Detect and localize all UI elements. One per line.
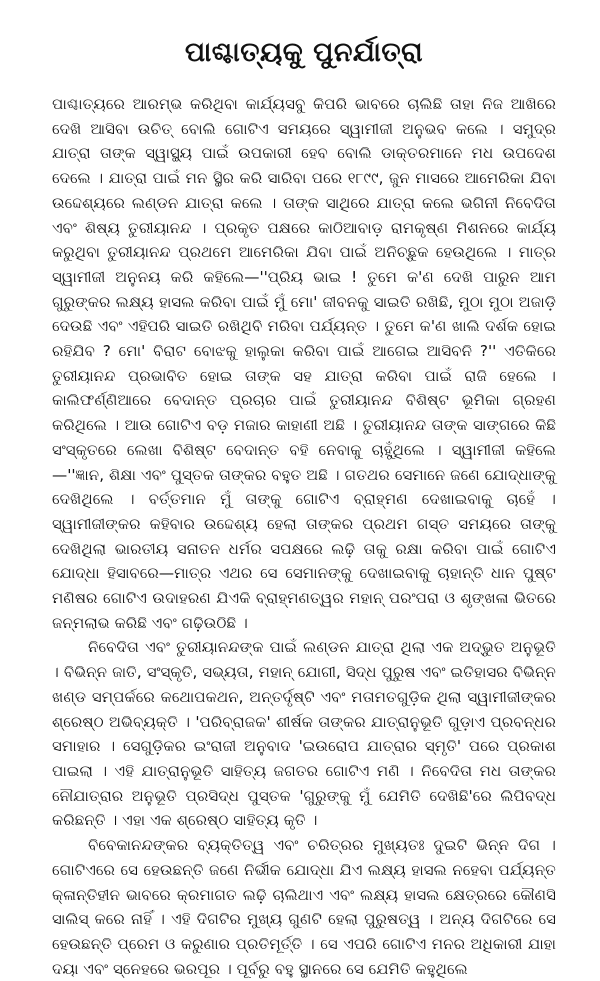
paragraph-2: ନିବେଦିତା ଏବଂ ତୁରୀୟାନନ୍ଦଙ୍କ ପାଇଁ ଲଣ୍ଡନ ଯାତ୍ରା ଥିଲା ଏକ ଅଦ୍ଭୁତ ଅନୁଭୂତି । ବିଭିନ୍ନ ଜାତି, ସଂସ୍କୃତି, ସଭ୍ୟତା, ମହାନ୍ ଯୋଗୀ, ସିଦ୍ଧ ପୁରୁଷ ଏବଂ ଇତିହାସର ବିଭିନ୍ନ ଖଣ୍ଡ ସମ୍ପର୍କରେ କଥୋପକଥନ, ଅନ୍ତର୍ଦୃଷ୍ଟି ଏବଂ ମତାମତଗୁଡ଼ିକ ଥିଲା ସ୍ୱାମୀଜୀଙ୍କର ଶ୍ରେଷ୍ଠ ଅଭିବ୍ୟକ୍ତି । 'ପରିବ୍ରାଜକ' ଶୀର୍ଷକ ତାଙ୍କର ଯାତ୍ରାନୁଭୂତି ଗୁଡ଼ାଏ ପ୍ରବନ୍ଧର ସମାହାର । ସେଗୁଡ଼ିକର ଇଂରାଜୀ ଅନୁବାଦ 'ଇଉରୋପ ଯାତ୍ରାର ସ୍ମୃତି' ପରେ ପ୍ରକାଶ ପାଇଲା । ଏହି ଯାତ୍ରାନୁଭୂତି ସାହିତ୍ୟ ଜଗତର ଗୋଟିଏ ମଣି । ନିବେଦିତା ମଧ ତାଙ୍କର ନୌଯାତ୍ରାର ଅନୁଭୂତି ପ୍ରସିଦ୍ଧ ପୁସ୍ତକ 'ଗୁରୁଙ୍କୁ ମୁଁ ଯେମିତି ଦେଖିଛି'ରେ ଲିପିବଦ୍ଧ କରିଛନ୍ତି । ଏହା ଏକ ଶ୍ରେଷ୍ଠ ସାହିତ୍ୟ କୃତି ।	[52, 638, 556, 830]
paragraph-1: ପାଶ୍ଚାତ୍ୟରେ ଆରମ୍ଭ କରିଥିବା କାର୍ଯ୍ୟସବୁ କିପରି ଭାବରେ ଚାଲିଛି ତାହା ନିଜ ଆଖିରେ ଦେଖି ଆସିବା ଉଚିତ୍ ବୋଲି ଗୋଟିଏ ସମୟରେ ସ୍ୱାମୀଜୀ ଅନୁଭବ କଲେ । ସମୁଦ୍ର ଯାତ୍ରା ତାଙ୍କ ସ୍ୱାସ୍ଥ୍ୟ ପାଇଁ ଉପକାରୀ ହେବ ବୋଲି ଡାକ୍ତରମାନେ ମଧ ଉପଦେଶ ଦେଲେ । ଯାତ୍ରା ପାଇଁ ମନ ସ୍ଥିର କରି ସାରିବା ପରେ ୧୮୯୯, ଜୁନ ମାସରେ ଆମେରିକା ଯିବା ଉଦ୍ଦେଶ୍ୟରେ ଲଣ୍ଡନ ଯାତ୍ରା କଲେ । ତାଙ୍କ ସାଥିରେ ଯାତ୍ରା କଲେ ଭଗିନୀ ନିବେଦିତା ଏବଂ ଶିଷ୍ୟ ତୁରୀୟାନନ୍ଦ । ପ୍ରକୃତ ପକ୍ଷରେ କାଠିଆବାଡ଼ ରାମକୃଷ୍ଣ ମିଶନରେ କାର୍ଯ୍ୟ କରୁଥିବା ତୁରୀୟାନନ୍ଦ ପ୍ରଥମେ ଆମେରିକା ଯିବା ପାଇଁ ଅନିଚ୍ଛୁକ ହେଉଥିଲେ । ମାତ୍ର ସ୍ୱାମୀଜୀ ଅନୁନୟ କରି କହିଲେ—''ପ୍ରିୟ ଭାଇ ! ତୁମେ କ'ଣ ଦେଖି ପାରୁନ ଆମ ଗୁରୁଙ୍କର ଲକ୍ଷ୍ୟ ହାସଲ କରିବା ପାଇଁ ମୁଁ ମୋ' ଜୀବନକୁ ସାଇତି ରଖିଛି, ମୁଠା ମୁଠା ଅଜାଡ଼ି ଦେଉଛି ଏବଂ ଏହିପରି ସାଇତି ରଖିଥିବି ମରିବା ପର୍ଯ୍ୟନ୍ତ । ତୁମେ କ'ଣ ଖାଲି ଦର୍ଶକ ହୋଇ ରହିଯିବ ? ମୋ' ବିରାଟ ବୋଝକୁ ହାଲୁକା କରିବା ପାଇଁ ଆଗେଇ ଆସିବନି ?'' ଏତିକିରେ ତୁରୀୟାନନ୍ଦ ପ୍ରଭାବିତ ହୋଇ ତାଙ୍କ ସହ ଯାତ୍ରା କରିବା ପାଇଁ ରାଜି ହେଲେ । କାଲିଫର୍ଣ୍ଣିଆରେ ବେଦାନ୍ତ ପ୍ରଚାର ପାଇଁ ତୁରୀୟାନନ୍ଦ ବିଶିଷ୍ଟ ଭୂମିକା ଗ୍ରହଣ କରିଥିଲେ । ଆଉ ଗୋଟିଏ ବଡ଼ ମଜାର କାହାଣୀ ଅଛି । ତୁରୀୟାନନ୍ଦ ତାଙ୍କ ସାଙ୍ଗରେ କିଛି ସଂସ୍କୃତରେ ଲେଖା ବିଶିଷ୍ଟ ବେଦାନ୍ତ ବହି ନେବାକୁ ଚାହୁଁଥିଲେ । ସ୍ୱାମୀଜୀ କହିଲେ—''ଜ୍ଞାନ, ଶିକ୍ଷା ଏବଂ ପୁସ୍ତକ ତାଙ୍କର ବହୁତ ଅଛି । ଗତଥର ସେମାନେ ଜଣେ ଯୋଦ୍ଧାଙ୍କୁ ଦେଖିଥିଲେ । ବର୍ତ୍ତମାନ ମୁଁ ତାଙ୍କୁ ଗୋଟିଏ ବ୍ରାହ୍ମଣ ଦେଖାଇବାକୁ ଚାହେଁ । ସ୍ୱାମୀଜୀଙ୍କର କହିବାର ଉଦ୍ଦେଶ୍ୟ ହେଲା ତାଙ୍କର ପ୍ରଥମ ଗସ୍ତ ସମୟରେ ତାଙ୍କୁ ଦେଖିଥିଲା ଭାରତୀୟ ସନାତନ ଧର୍ମର ସପକ୍ଷରେ ଲଢ଼ି ତାକୁ ରକ୍ଷା କରିବା ପାଇଁ ଗୋଟିଏ ଯୋଦ୍ଧା ହିସାବରେ—ମାତ୍ର ଏଥର ସେ ସେମାନଙ୍କୁ ଦେଖାଇବାକୁ ଚାହାନ୍ତି ଧାନ ପୁଷ୍ଟ ମଣିଷର ଗୋଟିଏ ଉଦାହରଣ ଯିଏକି ବ୍ରାହ୍ମଣତ୍ୱର ମହାନ୍ ପରଂପରା ଓ ଶୃଙ୍ଖଳା ଭିତରେ ଜନ୍ମଲାଭ କରିଛି ଏବଂ ଗଢ଼ିଉଠିଛି ।	[52, 95, 556, 632]
paragraph-3: ବିବେକାନନ୍ଦଙ୍କର ବ୍ୟକ୍ତିତ୍ୱ ଏବଂ ଚରିତ୍ରର ମୁଖ୍ୟତଃ ଦୁଇଟି ଭିନ୍ନ ଦିଗ । ଗୋଟିଏରେ ସେ ହେଉଛନ୍ତି ଜଣେ ନିର୍ଭୀକ ଯୋଦ୍ଧା ଯିଏ ଲକ୍ଷ୍ୟ ହାସଲ ନହେବା ପର୍ଯ୍ୟନ୍ତ କ୍ଳାନ୍ତିହୀନ ଭାବରେ କ୍ରମାଗତ ଲଢ଼ି ଚାଲିଥାଏ ଏବଂ ଲକ୍ଷ୍ୟ ହାସଲ କ୍ଷେତ୍ରରେ କୌଣସି ସାଲିସ୍ କରେ ନାହିଁ । ଏହି ଦିଗଟିର ମୁଖ୍ୟ ଗୁଣଟି ହେଲା ପୁରୁଷତ୍ୱ । ଅନ୍ୟ ଦିଗଟିରେ ସେ ହେଉଛନ୍ତି ପ୍ରେମ ଓ କରୁଣାର ପ୍ରତିମୂର୍ତ୍ତି । ସେ ଏପରି ଗୋଟିଏ ମନର ଅଧିକାରୀ ଯାହା ଦୟା ଏବଂ ସ୍ନେହରେ ଭରପୂର । ପୂର୍ବରୁ ବହୁ ସ୍ଥାନରେ ସେ ଯେମିତି କହୁଥିଲେ	[52, 836, 556, 978]
chapter-title: ପାଶ୍ଚାତ୍ୟକୁ ପୁନର୍ଯାତ୍ରା	[184, 37, 424, 68]
